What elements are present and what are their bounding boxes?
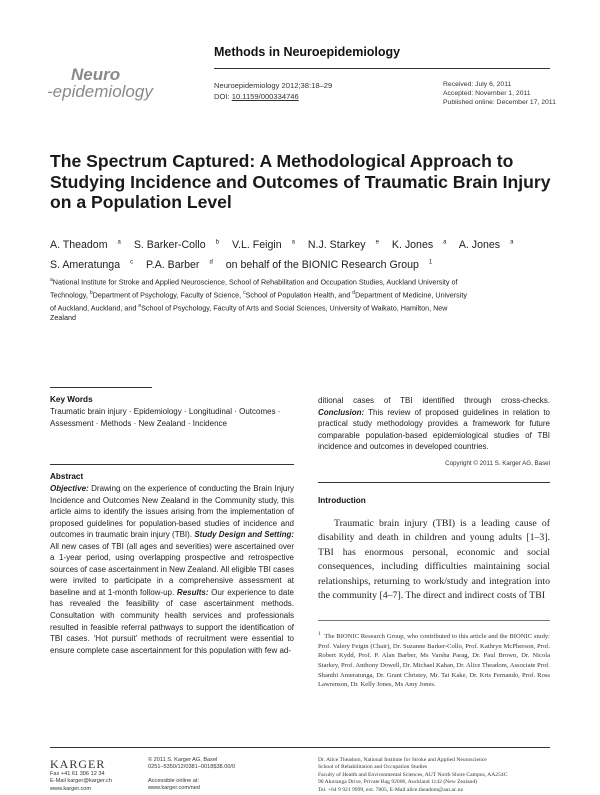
- abstract-rule: [50, 464, 294, 465]
- keywords-text: Traumatic brain injury · Epidemiology · Longitudinal · Outcomes · Assessment · Methods · New Zealand · Incidence: [50, 407, 281, 428]
- doi-label: DOI:: [214, 91, 232, 101]
- published-date: Published online: December 17, 2011: [443, 98, 556, 106]
- keywords-rule: [50, 387, 152, 388]
- header-rule: [214, 68, 550, 69]
- publisher-logo: KARGER: [50, 757, 106, 771]
- received-date: Received: July 6, 2011: [443, 81, 512, 88]
- author: A. Jones $^a$: [458, 238, 514, 251]
- introduction-heading: Introduction: [318, 496, 366, 505]
- author: A. Theadom $^a$: [50, 238, 121, 251]
- footnote-rule: [318, 620, 550, 621]
- abstract-continued: ditional cases of TBI identified through cross-checks. Conclusion: This review of proposed guidelines in relation to practical study methodology provides a framework for future comparable population-based epidemiological studies of TBI incidence and outcomes in developed countries.: [318, 396, 550, 452]
- journal-logo: [47, 66, 153, 100]
- author: S. Barker-Collo $^b$: [133, 238, 219, 251]
- logo-line-1: Neuro: [71, 65, 121, 84]
- footer-rule: [50, 747, 550, 748]
- doi-link[interactable]: 10.1159/000334746: [231, 91, 299, 101]
- introduction-rule: [318, 482, 550, 483]
- author-list: [50, 233, 570, 274]
- article-title: The Spectrum Captured: A Methodological Approach to Studying Incidence and Outcomes of Traumatic Brain Injury on a Population Level: [50, 151, 551, 212]
- logo-line-2: -epidemiology: [47, 82, 153, 101]
- affiliations: $^a$National Institute for Stroke and Applied Neuroscience, School of Rehabilitation and Occupation Studies, Auckland University of Technology, $^b$Department of Psychology, Faculty of Science, $^c$School of Population Health, and $^d$Department of Medicine, University of Auckland, Auckland, and $^e$School of Psychology, Faculty of Arts and Social Sciences, University of Waikato, Hamilton, New Zealand: [50, 277, 467, 323]
- abstract-heading: Abstract: [50, 472, 84, 481]
- introduction-text: Traumatic brain injury (TBI) is a leading cause of disability and death in children and young adults [1–3]. TBI has enormous personal, economic and social consequences, including difficulties maintaining social relationships, returning to work/study and integration into the community [4–7]. The direct and indirect costs of TBI: [318, 518, 550, 602]
- author-group: on behalf of the BIONIC Research Group $^1$: [225, 259, 433, 272]
- citation: Neuroepidemiology 2012;38:18–29: [214, 81, 333, 90]
- copyright: Copyright © 2011 S. Karger AG, Basel: [445, 460, 550, 467]
- publisher-web[interactable]: www.karger.com: [50, 785, 92, 792]
- accepted-date: Accepted: November 1, 2011: [443, 89, 531, 97]
- journal-series: Methods in Neuroepidemiology: [214, 45, 401, 59]
- abstract-text: Objective: Drawing on the experience of conducting the Brain Injury Incidence and Outcomes New Zealand in the Community study, this article aims to identify the issues arising from the implementation of proposed guidelines for population-based studies of incidence and outcomes in traumatic brain injury (TBI). Study Design and Setting: All new cases of TBI (all ages and severities) were ascertained over a 1-year period, using overlapping prospective and retrospective sources of case ascertainment in New Zealand. All eligible TBI cases were invited to participate in a comprehensive assessment at baseline and at 1-month follow-up. Results: Our experience to date has revealed the feasibility of case ascertainment methods. Consultation with community health services and professionals resulted in feasible referral pathways to support the identification of TBI cases. ‘Hot pursuit’ methods of recruitment were essential to ensure complete case ascertainment for this population with few ad-: [50, 484, 295, 655]
- author: N.J. Starkey $^e$: [307, 238, 379, 251]
- dates-block: [443, 81, 556, 107]
- publication-info: © 2011 S. Karger AG, Basel 0251–5350/12/0381–0018$38.00/0 Accessible online at: www.karger.com/ned: [148, 757, 236, 792]
- author: P.A. Barber $^d$: [146, 259, 213, 272]
- author: V.L. Feigin $^a$: [231, 238, 295, 251]
- author: K. Jones $^a$: [391, 238, 447, 251]
- footnote: $^1$ The BIONIC Research Group, who contributed to this article and the BIONIC study: Prof. Valery Feigin (Chair), Dr. Suzanne Barker-Collo, Prof. Kathryn McPherson, Prof. Robert Kydd, Prof. P. Alan Barber, Ms Varsha Parag, Dr. Paul Brown, Dr. Nicola Starkey, Prof. Anthony Dowell, Dr. Michael Kahan, Dr. Alice Theadom, Associate Prof. Shanthi Ameratunga, Dr. Grant Christey, Mr. Tai Kake, Dr. Kris Fernando, Prof. Ross Lawrenson, Dr. Kelly Jones, Ms Amy Jones.: [318, 631, 550, 689]
- journal-web[interactable]: www.karger.com/ned: [148, 785, 200, 792]
- doi-line: [214, 92, 332, 103]
- author: S. Ameratunga $^c$: [50, 259, 134, 272]
- citation-block: [214, 81, 332, 102]
- keywords-heading: Key Words: [50, 395, 93, 404]
- correspondence: Dr. Alice Theadom, National Institute for Stroke and Applied Neuroscience School of Rehabilitation and Occupation Studies Faculty of Health and Environmental Sciences, AUT North Shore Campus, AA254C 90 Akoranga Drive, Private Bag 92006, Auckland 1142 (New Zealand) Tel. +64 9 921 9999, ext. 7805, E-Mail alice.theadom@aut.ac.nz: [318, 757, 508, 793]
- publisher-contact: Fax +41 61 306 12 34 E-Mail karger@karger.ch www.karger.com: [50, 771, 112, 792]
